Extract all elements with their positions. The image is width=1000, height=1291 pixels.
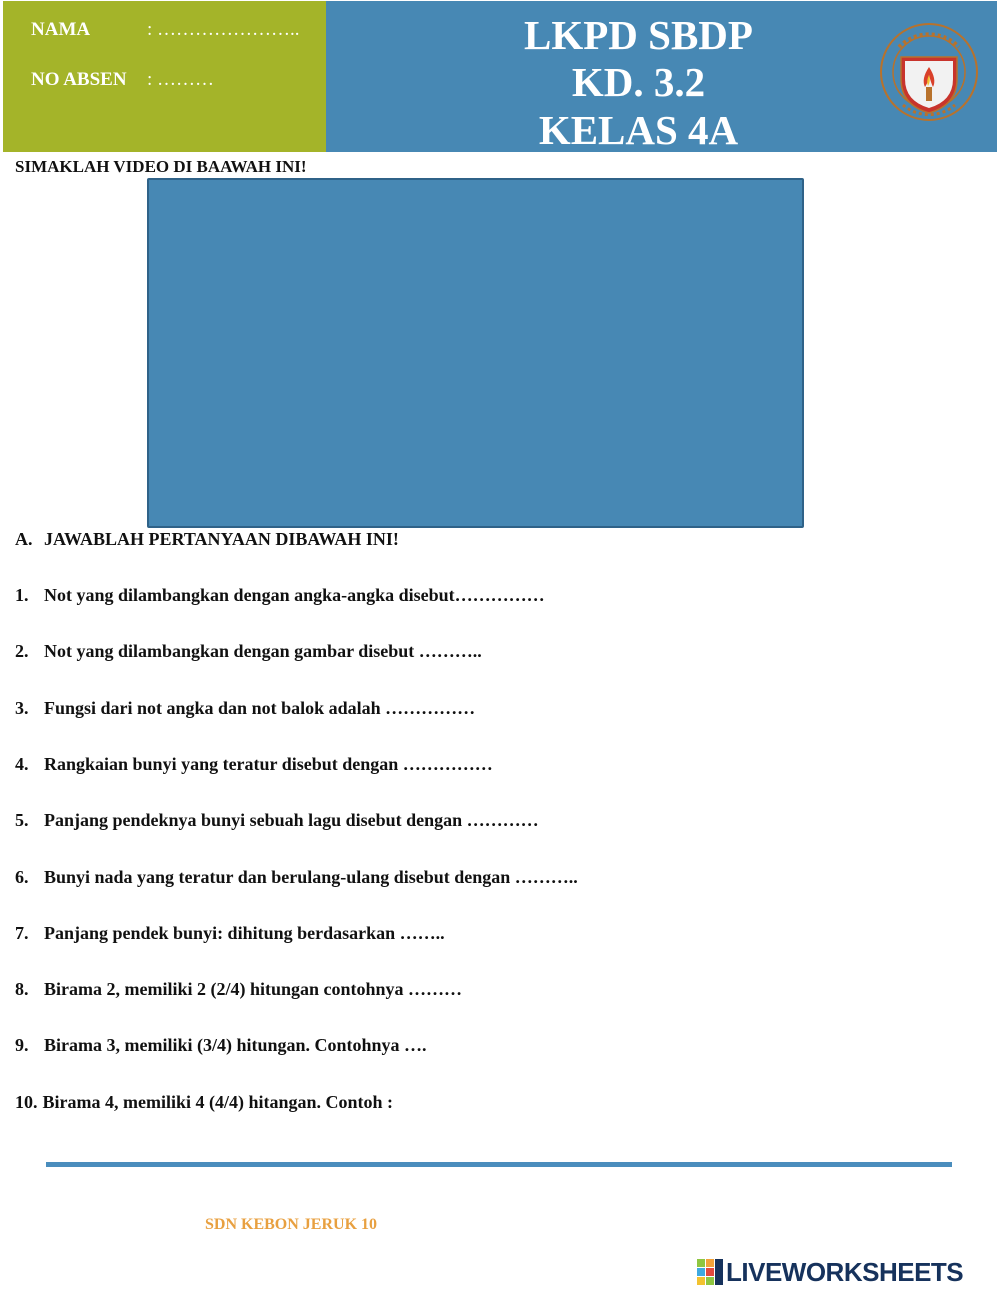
title-panel [326,1,997,152]
liveworksheets-logo-icon [697,1259,723,1285]
question-3 [15,698,475,719]
brand-name: LIVEWORKSHEETS [726,1256,964,1287]
nama-field[interactable]: : ………………….. [147,19,300,40]
school-emblem-icon [879,17,979,127]
question-number: 8. [15,979,29,999]
video-instruction: SIMAKLAH VIDEO DI BAAWAH INI! [15,157,307,176]
question-number: 6. [15,867,29,887]
question-5 [15,810,539,831]
question-text: Panjang pendek bunyi: dihitung berdasarkan …….. [44,923,445,943]
nama-row [31,19,300,41]
liveworksheets-brand[interactable] [697,1257,963,1287]
question-number: 2. [15,641,29,661]
question-text: Panjang pendeknya bunyi sebuah lagu disebut dengan ………… [44,810,539,830]
absen-label: NO ABSEN [31,69,127,90]
question-6 [15,867,578,888]
question-4 [15,754,493,775]
video-embed-placeholder[interactable] [147,178,804,528]
question-text: Birama 4, memiliki 4 (4/4) hitangan. Contoh : [42,1092,394,1112]
question-text: Birama 2, memiliki 2 (2/4) hitungan contohnya ……… [44,979,463,999]
question-number: 5. [15,810,29,830]
question-number: 4. [15,754,29,774]
title-line-3: KELAS 4A [538,107,739,153]
question-8 [15,979,462,1000]
section-letter: A. [15,529,33,549]
section-title: JAWABLAH PERTANYAAN DIBAWAH INI! [44,529,399,549]
absen-row [31,69,214,91]
question-text: Not yang dilambangkan dengan gambar disebut ……….. [44,641,482,661]
question-number: 10. [15,1092,38,1112]
question-10 [15,1092,393,1113]
question-7 [15,923,445,944]
question-number: 1. [15,585,29,605]
question-text: Bunyi nada yang teratur dan berulang-ulang disebut dengan ……….. [44,867,578,887]
question-1 [15,585,545,606]
question-text: Fungsi dari not angka dan not balok adalah …………… [44,698,476,718]
question-text: Birama 3, memiliki (3/4) hitungan. Contohnya …. [44,1035,427,1055]
student-info-panel [3,1,326,152]
school-name: SDN KEBON JERUK 10 [205,1216,378,1233]
question-9 [15,1035,427,1056]
question-number: 9. [15,1035,29,1055]
title-line-2: KD. 3.2 [571,59,706,105]
title-line-1: LKPD SBDP [524,12,753,58]
question-text: Rangkaian bunyi yang teratur disebut dengan …………… [44,754,493,774]
question-number: 7. [15,923,29,943]
question-text: Not yang dilambangkan dengan angka-angka disebut…………… [44,585,545,605]
absen-field[interactable]: : ……… [147,69,215,90]
nama-label: NAMA [31,19,91,40]
question-2 [15,641,482,662]
section-a-heading [15,529,399,550]
question-number: 3. [15,698,29,718]
footer-divider [46,1162,952,1167]
